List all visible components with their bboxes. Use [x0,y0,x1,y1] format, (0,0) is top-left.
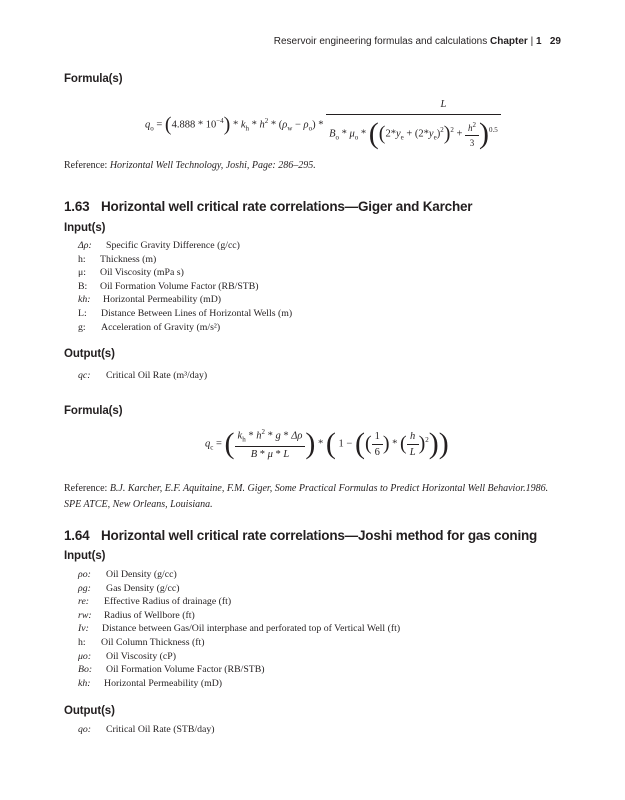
reference-prefix: Reference: [64,483,108,494]
list-item: ρo: Oil Density (g/cc) [78,569,177,580]
list-item: μ: Oil Viscosity (mPa s) [78,267,184,279]
list-item: qo: Critical Oil Rate (STB/day) [78,724,215,735]
list-item: h: Thickness (m) [78,253,157,265]
outputs-heading: Output(s) [64,705,115,717]
list-item: B: Oil Formation Volume Factor (RB/STB) [78,280,259,292]
inputs-heading: Input(s) [64,222,106,234]
header-separator: | [530,36,534,47]
list-item: L: Distance Between Lines of Horizontal Wells (m) [78,307,293,319]
formula-heading: Formula(s) [64,73,123,85]
reference-text-2: SPE ATCE, New Orleans, Louisiana. [64,498,213,510]
equation-giger-karcher: $q_c$ = ( $\frac{k_h * h^2 * g * \Delta\rho}{B * \mu * L}$ ) * ( 1 − (( $\frac{1}{6}$ ) * ( $\frac{h}{L}$ )$^2$)) [205,427,449,460]
list-item: Δρ: Specific Gravity Difference (g/cc) [78,240,240,251]
page-number: 29 [549,36,561,47]
section-title: Horizontal well critical rate correlations—Joshi method for gas coning [101,528,538,543]
chapter-label: Chapter [490,36,528,47]
list-item: kh: Horizontal Permeability (mD) [78,294,222,306]
list-item: μo: Oil Viscosity (cP) [78,650,176,662]
list-item: g: Acceleration of Gravity (m/s²) [78,321,221,333]
list-item: qc: Critical Oil Rate (m³/day) [78,370,208,381]
formula-heading: Formula(s) [64,405,123,417]
running-title: Reservoir engineering formulas and calculations [273,36,488,47]
outputs-list-1-63 [78,369,207,383]
reference-text: Horizontal Well Technology, Joshi, Page: 286–295. [109,160,316,171]
reference-text: B.J. Karcher, E.F. Aquitaine, F.M. Giger, Some Practical Formulas to Predict Horizontal Well Behavior.1986. [109,483,549,494]
section-number: 1.64 [64,528,90,543]
reference-prefix: Reference: [64,160,108,171]
section-1-63-heading [64,199,472,214]
outputs-heading: Output(s) [64,348,115,360]
inputs-list-1-63 [78,239,292,334]
list-item: ρg: Gas Density (g/cc) [78,582,180,594]
list-item: h: Oil Column Thickness (ft) [78,636,205,648]
equation-numerator: L [440,99,447,110]
list-item: rw: Radius of Wellbore (ft) [78,609,195,621]
section-number: 1.63 [64,199,90,214]
reference-giger-karcher [64,481,548,512]
list-item: re: Effective Radius of drainage (ft) [78,596,232,608]
equation-joshi-oil: $q_o = (4.888 * 10^{-4}) * k_h * h^2 * (\rho_w - \rho_o)$ * L $B_o * \mu_o * ((2*y_e + (2*y_e)^2)^2$ + $\frac{h^2}{3}$ )$^{0.5}$ [145,99,501,151]
chapter-number: 1 [535,36,542,47]
running-header [274,36,561,47]
list-item: kh: Horizontal Permeability (mD) [78,677,223,689]
list-item: Iv: Distance between Gas/Oil interphase and perforated top of Vertical Well (ft) [78,623,401,635]
section-1-64-heading [64,528,537,543]
reference-joshi [64,158,316,174]
outputs-list-1-64 [78,723,215,737]
inputs-heading: Input(s) [64,550,106,562]
inputs-list-1-64 [78,568,400,690]
list-item: Bo: Oil Formation Volume Factor (RB/STB) [78,664,265,676]
section-title: Horizontal well critical rate correlations—Giger and Karcher [101,199,473,214]
